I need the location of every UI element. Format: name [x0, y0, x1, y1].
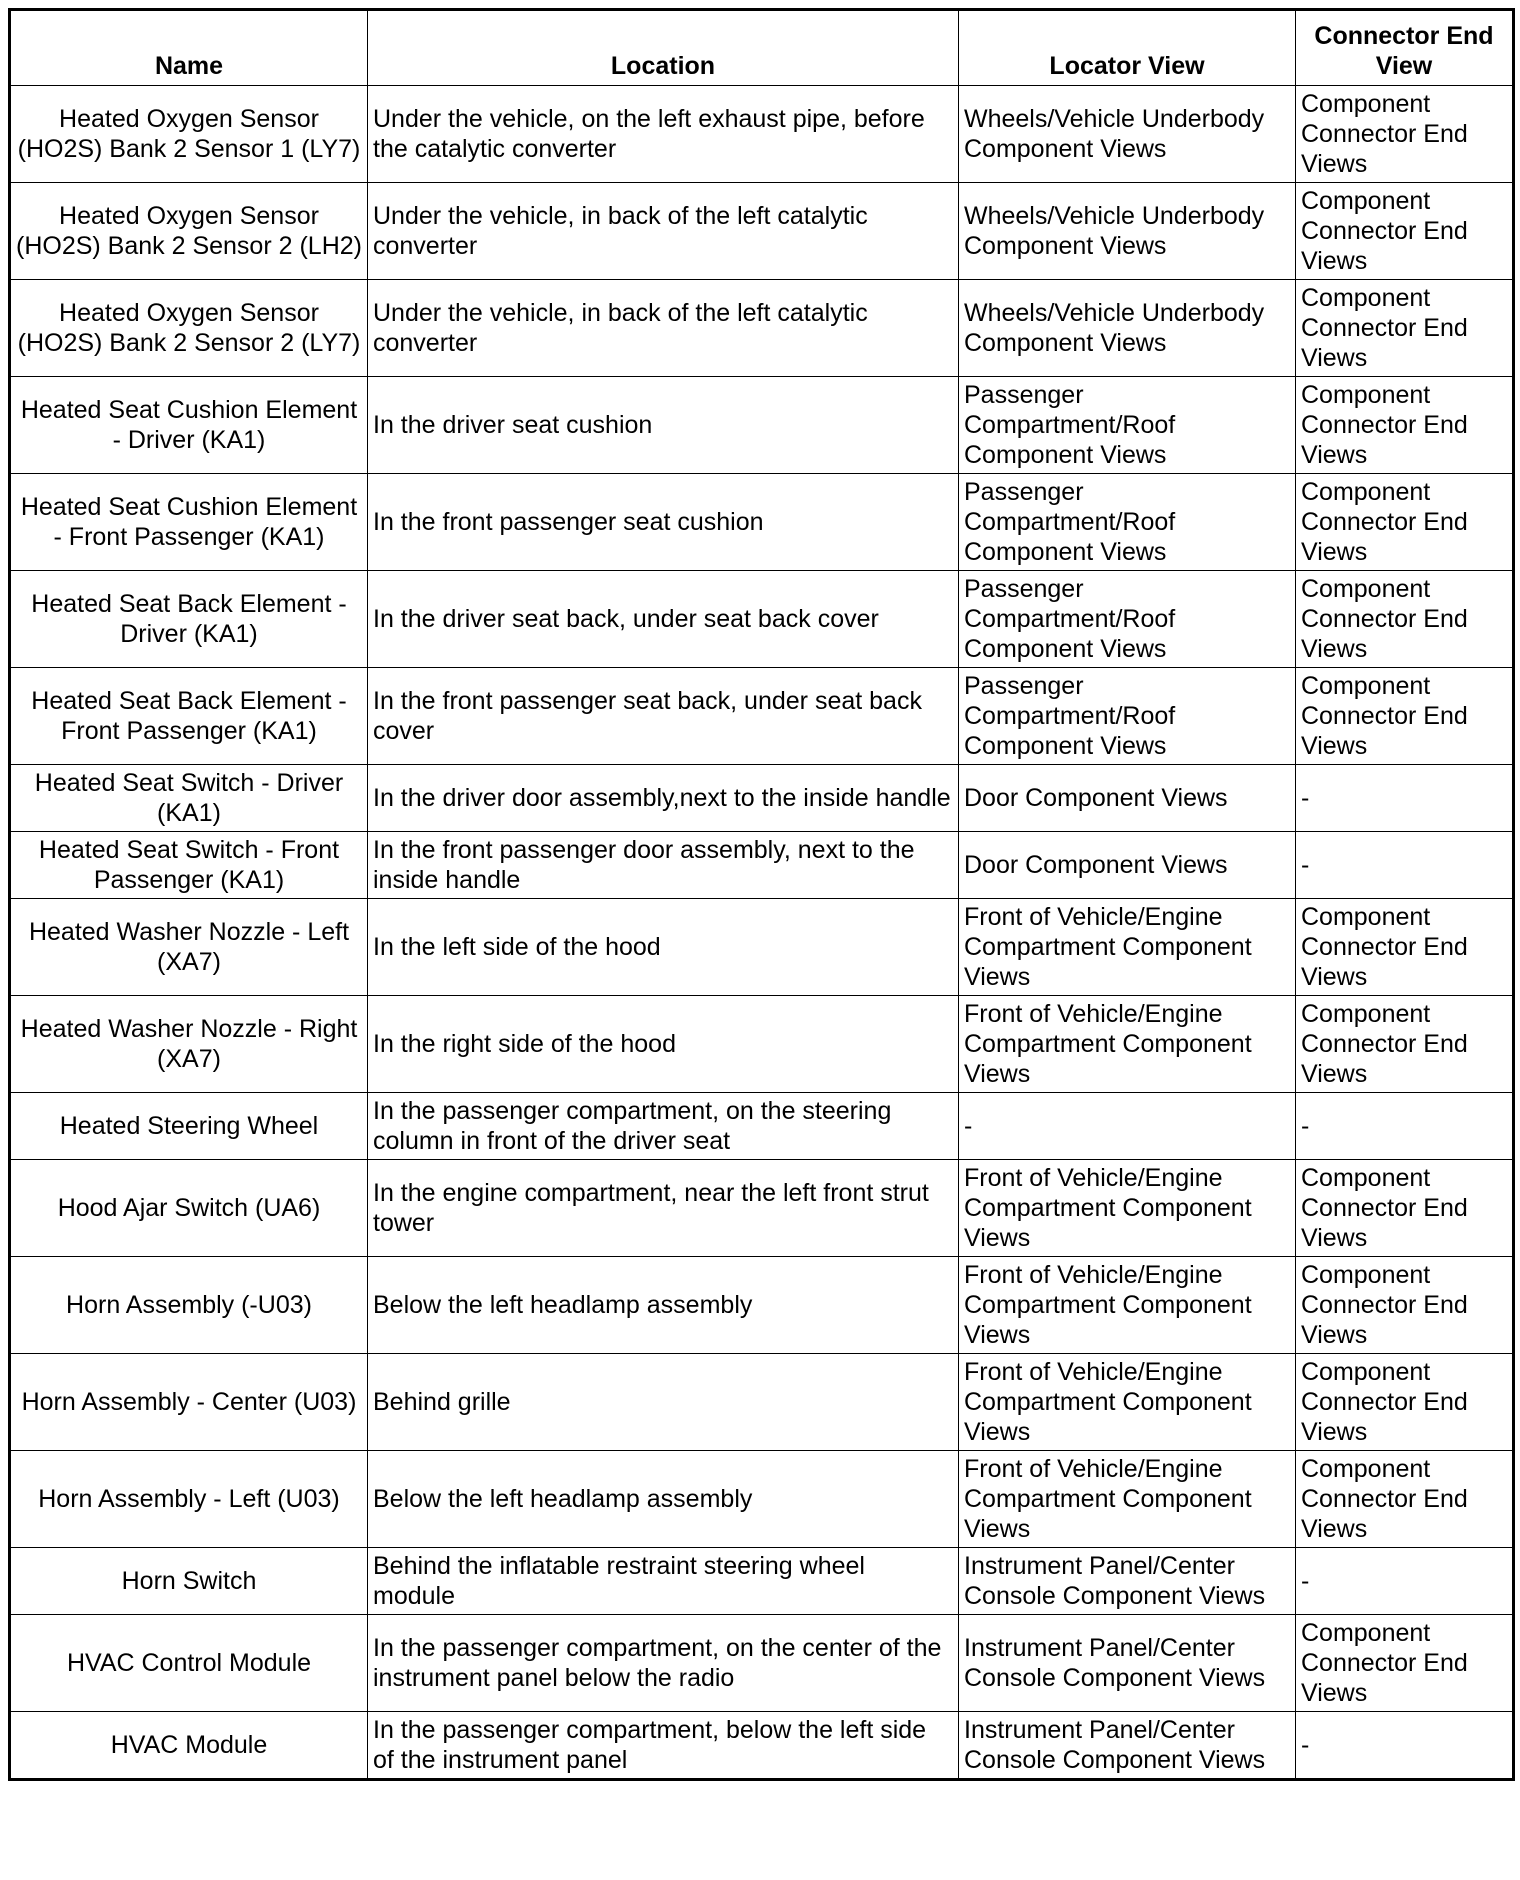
- table-header-row: [10, 10, 1514, 86]
- cell-connector-end-view: Component Connector End Views: [1296, 1257, 1514, 1354]
- cell-connector-end-view: Component Connector End Views: [1296, 996, 1514, 1093]
- table-row: [10, 1615, 1514, 1712]
- cell-name: Heated Oxygen Sensor (HO2S) Bank 2 Sensor 2 (LY7): [10, 280, 368, 377]
- cell-connector-end-view: Component Connector End Views: [1296, 1354, 1514, 1451]
- cell-location: In the left side of the hood: [368, 899, 959, 996]
- cell-connector-end-view: Component Connector End Views: [1296, 377, 1514, 474]
- cell-locator-view: Front of Vehicle/Engine Compartment Component Views: [959, 899, 1296, 996]
- cell-name: HVAC Module: [10, 1712, 368, 1780]
- table-row: [10, 832, 1514, 899]
- cell-locator-view: -: [959, 1093, 1296, 1160]
- cell-name: Heated Washer Nozzle - Left (XA7): [10, 899, 368, 996]
- cell-name: Heated Seat Cushion Element - Front Passenger (KA1): [10, 474, 368, 571]
- cell-location: In the passenger compartment, below the left side of the instrument panel: [368, 1712, 959, 1780]
- cell-locator-view: Passenger Compartment/Roof Component Views: [959, 377, 1296, 474]
- cell-location: In the right side of the hood: [368, 996, 959, 1093]
- cell-locator-view: Front of Vehicle/Engine Compartment Component Views: [959, 1160, 1296, 1257]
- cell-connector-end-view: Component Connector End Views: [1296, 280, 1514, 377]
- table-row: [10, 899, 1514, 996]
- cell-location: Below the left headlamp assembly: [368, 1257, 959, 1354]
- cell-connector-end-view: Component Connector End Views: [1296, 668, 1514, 765]
- table-row: [10, 474, 1514, 571]
- cell-name: Heated Seat Cushion Element - Driver (KA1): [10, 377, 368, 474]
- cell-name: Horn Assembly - Left (U03): [10, 1451, 368, 1548]
- cell-location: Under the vehicle, in back of the left catalytic converter: [368, 280, 959, 377]
- header-name: Name: [10, 10, 368, 86]
- cell-locator-view: Instrument Panel/Center Console Component Views: [959, 1712, 1296, 1780]
- cell-name: Heated Seat Switch - Front Passenger (KA1): [10, 832, 368, 899]
- header-connector-end-view: Connector End View: [1296, 10, 1514, 86]
- table-row: [10, 668, 1514, 765]
- cell-name: Hood Ajar Switch (UA6): [10, 1160, 368, 1257]
- cell-connector-end-view: Component Connector End Views: [1296, 1160, 1514, 1257]
- cell-connector-end-view: Component Connector End Views: [1296, 474, 1514, 571]
- cell-connector-end-view: Component Connector End Views: [1296, 1451, 1514, 1548]
- cell-connector-end-view: Component Connector End Views: [1296, 571, 1514, 668]
- table-row: [10, 571, 1514, 668]
- table-row: [10, 1712, 1514, 1780]
- cell-connector-end-view: Component Connector End Views: [1296, 86, 1514, 183]
- cell-location: Below the left headlamp assembly: [368, 1451, 959, 1548]
- table-row: [10, 1093, 1514, 1160]
- table-row: [10, 1548, 1514, 1615]
- cell-name: Horn Switch: [10, 1548, 368, 1615]
- cell-name: Horn Assembly - Center (U03): [10, 1354, 368, 1451]
- cell-locator-view: Passenger Compartment/Roof Component Views: [959, 474, 1296, 571]
- table-row: [10, 1354, 1514, 1451]
- cell-location: In the driver seat cushion: [368, 377, 959, 474]
- cell-name: Heated Steering Wheel: [10, 1093, 368, 1160]
- cell-connector-end-view: Component Connector End Views: [1296, 183, 1514, 280]
- table-row: [10, 280, 1514, 377]
- table-row: [10, 1257, 1514, 1354]
- cell-name: Heated Oxygen Sensor (HO2S) Bank 2 Sensor 2 (LH2): [10, 183, 368, 280]
- cell-connector-end-view: -: [1296, 1093, 1514, 1160]
- cell-locator-view: Front of Vehicle/Engine Compartment Component Views: [959, 1257, 1296, 1354]
- cell-connector-end-view: -: [1296, 1548, 1514, 1615]
- table-row: [10, 377, 1514, 474]
- cell-connector-end-view: Component Connector End Views: [1296, 1615, 1514, 1712]
- cell-name: Heated Washer Nozzle - Right (XA7): [10, 996, 368, 1093]
- cell-locator-view: Instrument Panel/Center Console Component Views: [959, 1615, 1296, 1712]
- cell-locator-view: Front of Vehicle/Engine Compartment Component Views: [959, 1354, 1296, 1451]
- cell-location: Behind the inflatable restraint steering wheel module: [368, 1548, 959, 1615]
- cell-locator-view: Door Component Views: [959, 765, 1296, 832]
- cell-location: In the front passenger door assembly, next to the inside handle: [368, 832, 959, 899]
- cell-location: In the engine compartment, near the left front strut tower: [368, 1160, 959, 1257]
- cell-connector-end-view: -: [1296, 765, 1514, 832]
- cell-locator-view: Wheels/Vehicle Underbody Component Views: [959, 183, 1296, 280]
- table-row: [10, 183, 1514, 280]
- table-row: [10, 765, 1514, 832]
- cell-locator-view: Front of Vehicle/Engine Compartment Component Views: [959, 996, 1296, 1093]
- cell-locator-view: Passenger Compartment/Roof Component Views: [959, 571, 1296, 668]
- cell-location: In the driver seat back, under seat back cover: [368, 571, 959, 668]
- cell-location: In the passenger compartment, on the center of the instrument panel below the radio: [368, 1615, 959, 1712]
- cell-location: In the driver door assembly,next to the inside handle: [368, 765, 959, 832]
- table-row: [10, 1160, 1514, 1257]
- cell-locator-view: Door Component Views: [959, 832, 1296, 899]
- cell-connector-end-view: Component Connector End Views: [1296, 899, 1514, 996]
- cell-locator-view: Wheels/Vehicle Underbody Component Views: [959, 86, 1296, 183]
- header-locator-view: Locator View: [959, 10, 1296, 86]
- cell-locator-view: Instrument Panel/Center Console Component Views: [959, 1548, 1296, 1615]
- cell-connector-end-view: -: [1296, 1712, 1514, 1780]
- cell-name: Heated Seat Back Element - Driver (KA1): [10, 571, 368, 668]
- header-location: Location: [368, 10, 959, 86]
- cell-name: Heated Oxygen Sensor (HO2S) Bank 2 Sensor 1 (LY7): [10, 86, 368, 183]
- cell-name: Heated Seat Back Element - Front Passenger (KA1): [10, 668, 368, 765]
- component-locator-table: [8, 8, 1515, 1781]
- cell-location: Behind grille: [368, 1354, 959, 1451]
- cell-locator-view: Passenger Compartment/Roof Component Views: [959, 668, 1296, 765]
- table-row: [10, 1451, 1514, 1548]
- cell-connector-end-view: -: [1296, 832, 1514, 899]
- cell-location: Under the vehicle, on the left exhaust pipe, before the catalytic converter: [368, 86, 959, 183]
- table-row: [10, 996, 1514, 1093]
- cell-location: In the front passenger seat cushion: [368, 474, 959, 571]
- cell-location: In the passenger compartment, on the steering column in front of the driver seat: [368, 1093, 959, 1160]
- cell-locator-view: Front of Vehicle/Engine Compartment Component Views: [959, 1451, 1296, 1548]
- table-row: [10, 86, 1514, 183]
- cell-location: Under the vehicle, in back of the left catalytic converter: [368, 183, 959, 280]
- cell-location: In the front passenger seat back, under seat back cover: [368, 668, 959, 765]
- cell-name: HVAC Control Module: [10, 1615, 368, 1712]
- cell-locator-view: Wheels/Vehicle Underbody Component Views: [959, 280, 1296, 377]
- cell-name: Horn Assembly (-U03): [10, 1257, 368, 1354]
- cell-name: Heated Seat Switch - Driver (KA1): [10, 765, 368, 832]
